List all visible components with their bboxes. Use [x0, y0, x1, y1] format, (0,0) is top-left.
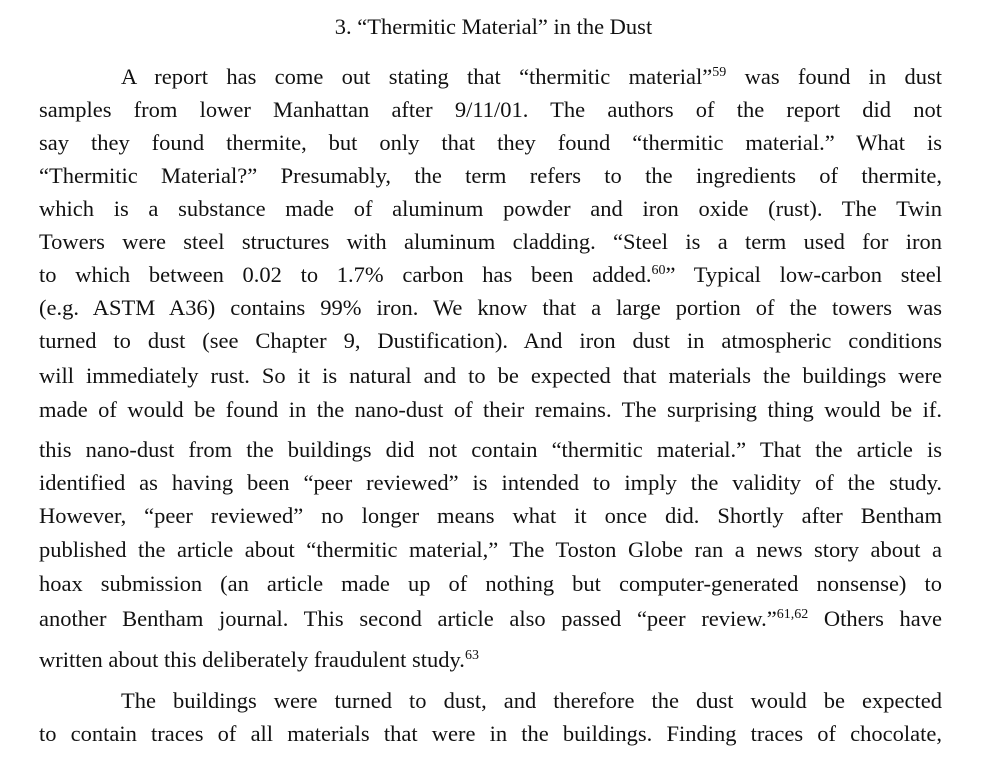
line-text: written about this deliberately fraudulent study.: [39, 647, 465, 672]
line-text: another Bentham journal. This second article also passed “peer review.”: [39, 606, 777, 631]
line-text: “Thermitic Material?” Presumably, the term refers to the ingredients of thermite,: [39, 163, 942, 188]
line-text: Towers were steel structures with aluminum cladding. “Steel is a term used for iron: [39, 229, 942, 254]
paragraph-line: [121, 686, 942, 716]
line-text: published the article about “thermitic material,” The Toston Globe ran a news story about a: [39, 537, 942, 562]
paragraph-line: [39, 468, 942, 498]
paragraph-line: [39, 535, 942, 565]
line-text: However, “peer reviewed” no longer means what it once did. Shortly after Bentham: [39, 503, 942, 528]
section-heading: 3. “Thermitic Material” in the Dust: [334, 14, 653, 39]
footnote-ref: 60: [651, 263, 666, 278]
line-text: to contain traces of all materials that were in the buildings. Finding traces of chocolate,: [39, 721, 942, 746]
line-text: ” Typical low-carbon steel: [665, 262, 942, 287]
line-text: was found in dust: [726, 64, 942, 89]
paragraph-line: [39, 604, 942, 634]
paragraph-line: [39, 395, 942, 425]
line-text: say they found thermite, but only that they found “thermitic material.” What is: [39, 130, 942, 155]
footnote-ref: 63: [464, 648, 479, 663]
footnote-ref: 61,62: [776, 607, 809, 622]
line-text: made of would be found in the nano-dust of their remains. The surprising thing would be if.: [39, 397, 942, 422]
line-text: this nano-dust from the buildings did not contain “thermitic material.” That the article is: [39, 437, 942, 462]
paragraph-line: [39, 645, 942, 675]
line-text: will immediately rust. So it is natural and to be expected that materials the buildings were: [39, 363, 942, 388]
paragraph-line: [39, 293, 942, 323]
paragraph-line: [39, 501, 942, 531]
paragraph-line: [39, 326, 942, 356]
line-text: The buildings were turned to dust, and therefore the dust would be expected: [121, 688, 942, 713]
line-text: A report has come out stating that “thermitic material”: [121, 64, 713, 89]
line-text: (e.g. ASTM A36) contains 99% iron. We know that a large portion of the towers was: [39, 295, 942, 320]
line-text: turned to dust (see Chapter 9, Dustification). And iron dust in atmospheric conditions: [39, 328, 942, 353]
paragraph-line: [39, 569, 942, 599]
paragraph-line: [39, 161, 942, 191]
paragraph-line: [121, 62, 942, 92]
paragraph-line: [39, 95, 942, 125]
line-text: which is a substance made of aluminum powder and iron oxide (rust). The Twin: [39, 196, 942, 221]
paragraph-line: [39, 128, 942, 158]
paragraph-line: [39, 719, 942, 749]
line-text: hoax submission (an article made up of nothing but computer-generated nonsense) to: [39, 571, 942, 596]
line-text: samples from lower Manhattan after 9/11/01. The authors of the report did not: [39, 97, 942, 122]
paragraph-line: [39, 194, 942, 224]
paragraph-line: [39, 361, 942, 391]
footnote-ref: 59: [712, 65, 727, 80]
line-text: identified as having been “peer reviewed” is intended to imply the validity of the study.: [39, 470, 942, 495]
paragraph-line: [39, 435, 942, 465]
paragraph-line: [39, 227, 942, 257]
line-text: Others have: [808, 606, 942, 631]
paragraph-line: [39, 260, 942, 290]
line-text: to which between 0.02 to 1.7% carbon has been added.: [39, 262, 652, 287]
